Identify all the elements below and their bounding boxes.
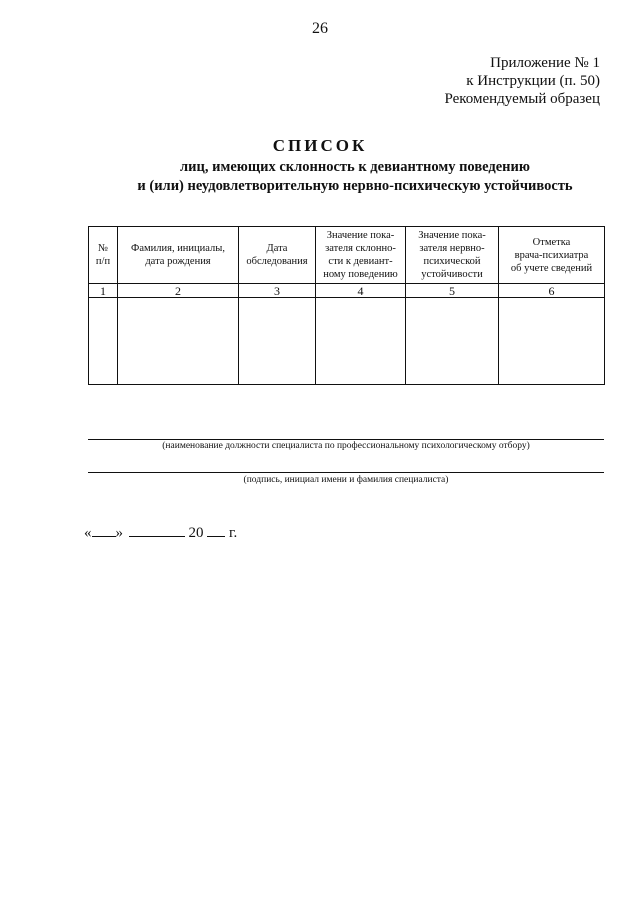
- header-cell-stability-score: Значение пока- зателя нервно- психической устойчивости: [406, 227, 499, 284]
- column-number: 4: [316, 284, 406, 298]
- column-number: 2: [118, 284, 239, 298]
- empty-cell: [406, 298, 499, 385]
- table-row: [89, 298, 605, 385]
- empty-cell: [499, 298, 605, 385]
- page-number: 26: [312, 20, 328, 37]
- header-cell-exam-date: Дата обследования: [239, 227, 316, 284]
- header-cell-name: Фамилия, инициалы, дата рождения: [118, 227, 239, 284]
- column-number: 5: [406, 284, 499, 298]
- date-line: [84, 522, 237, 542]
- appendix-note: [444, 54, 600, 108]
- table-header-row: [89, 227, 605, 284]
- position-caption: (наименование должности специалиста по профессиональному психологическому отбору): [162, 441, 530, 451]
- appendix-line: Рекомендуемый образец: [444, 91, 600, 107]
- empty-cell: [316, 298, 406, 385]
- document-title: СПИСОК: [272, 136, 368, 155]
- column-number: 1: [89, 284, 118, 298]
- appendix-line: к Инструкции (п. 50): [466, 73, 600, 89]
- document-subtitle: [0, 158, 640, 196]
- signature-fill-line: [88, 472, 604, 473]
- header-cell-deviant-score: Значение пока- зателя склонно- сти к девиант- ному поведению: [316, 227, 406, 284]
- month-blank: [129, 522, 185, 537]
- close-quote: »: [115, 525, 123, 541]
- column-number: 6: [499, 284, 605, 298]
- column-number: 3: [239, 284, 316, 298]
- subtitle-line: лиц, имеющих склонность к девиантному поведению: [180, 159, 530, 175]
- empty-cell: [118, 298, 239, 385]
- appendix-line: Приложение № 1: [490, 55, 600, 71]
- empty-cell: [89, 298, 118, 385]
- header-cell-psychiatrist-note: Отметка врача-психиатра об учете сведений: [499, 227, 605, 284]
- open-quote: «: [84, 525, 92, 541]
- subtitle-line: и (или) неудовлетворительную нервно-психическую устойчивость: [137, 178, 573, 194]
- list-table: [88, 226, 605, 385]
- year-blank: [207, 522, 225, 537]
- empty-cell: [239, 298, 316, 385]
- column-number-row: [89, 284, 605, 298]
- day-blank: [92, 522, 116, 537]
- header-cell-number: № п/п: [89, 227, 118, 284]
- year-suffix: г.: [229, 525, 238, 541]
- year-prefix: 20: [188, 525, 204, 541]
- signature-caption: (подпись, инициал имени и фамилия специалиста): [243, 475, 449, 485]
- position-fill-line: [88, 439, 604, 440]
